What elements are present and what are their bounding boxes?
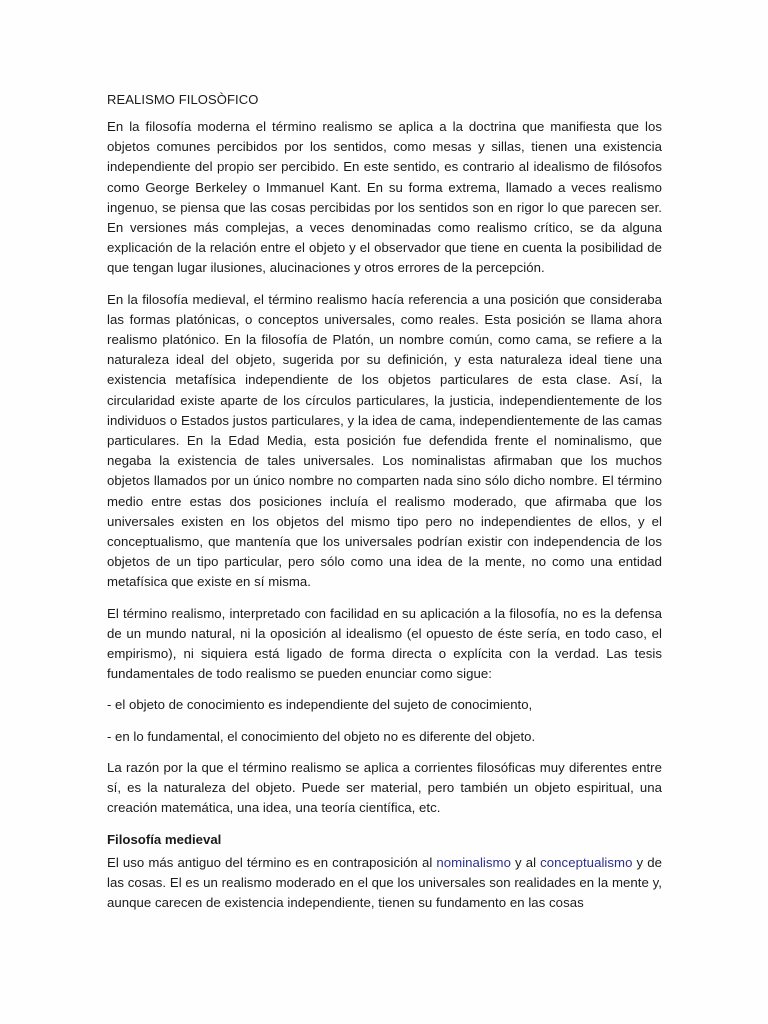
paragraph-realism-theses: El término realismo, interpretado con facilidad en su aplicación a la filosofía, no es la defensa de un mundo natural, ni la oposición al idealismo (el opuesto de éste sería, en todo caso, el empirismo), ni siquiera está ligado de forma directa o explícita con la verdad. Las tesis fundamentales de todo realismo se pueden enunciar como sigue: bbox=[107, 605, 662, 682]
paragraph-object-nature: La razón por la que el término realismo se aplica a corrientes filosóficas muy diferentes entre sí, es la naturaleza del objeto. Puede ser material, pero también un objeto espiritual, una creación matemática, una idea, una teoría científica, etc. bbox=[107, 759, 662, 816]
paragraph-medieval-section bbox=[107, 853, 662, 914]
list-item-thesis-2: - en lo fundamental, el conocimiento del objeto no es diferente del objeto. bbox=[107, 728, 536, 744]
link-conceptualismo[interactable]: conceptualismo bbox=[540, 854, 633, 870]
section-heading-medieval: Filosofía medieval bbox=[107, 831, 222, 847]
paragraph-medieval-realism: En la filosofía medieval, el término realismo hacía referencia a una posición que consideraba las formas platónicas, o conceptos universales, como reales. Esta posición se llama ahora realismo platónico. En la filosofía de Platón, un nombre común, como cama, se refiere a la naturaleza ideal del objeto, sugerida por su definición, y esta naturaleza ideal tiene una existencia metafísica independiente de los objetos particulares de esta clase. Así, la circularidad existe aparte de los círculos particulares, la justicia, independientemente de los individuos o Estados justos particulares, y la idea de cama, independientemente de las camas particulares. En la Edad Media, esta posición fue defendida frente el nominalismo, que negaba la existencia de tales universales. Los nominalistas afirmaban que los muchos objetos llamados por un único nombre no comparten nada sino sólo dicho nombre. El término medio entre estas dos posiciones incluía el realismo moderado, que afirmaba que los universales existen en los objetos del mismo tipo pero no independientes de ellos, y el conceptualismo, que mantenía que los universales podrían existir con independencia de los objetos de un tipo particular, pero sólo como una idea de la mente, no como una entidad metafísica que existe en sí misma. bbox=[107, 291, 662, 590]
text-after-link: y de las cosas. El es un realismo moderado en el que los universales son realidades en la mente y, aunque carecen de existencia independiente, tienen su fundamento en las cosas bbox=[107, 854, 662, 910]
text-before-link: El uso más antiguo del término es en contraposición al bbox=[107, 854, 437, 870]
list-item-thesis-1: - el objeto de conocimiento es independiente del sujeto de conocimiento, bbox=[107, 697, 533, 713]
link-nominalismo[interactable]: nominalismo bbox=[436, 854, 511, 870]
text-between-links: y al bbox=[510, 854, 541, 870]
paragraph-modern-realism: En la filosofía moderna el término realismo se aplica a la doctrina que manifiesta que los objetos comunes percibidos por los sentidos, como mesas y sillas, tienen una existencia independiente del propio ser percibido. En este sentido, es contrario al idealismo de filósofos como George Berkeley o Immanuel Kant. En su forma extrema, llamado a veces realismo ingenuo, se piensa que las cosas percibidas por los sentidos son en rigor lo que parecen ser. En versiones más complejas, a veces denominadas como realismo crítico, se da alguna explicación de la relación entre el objeto y el observador que tiene en cuenta la posibilidad de que tengan lugar ilusiones, alucinaciones y otros errores de la percepción. bbox=[107, 119, 662, 276]
document-title: REALISMO FILOSÒFICO bbox=[107, 92, 259, 107]
